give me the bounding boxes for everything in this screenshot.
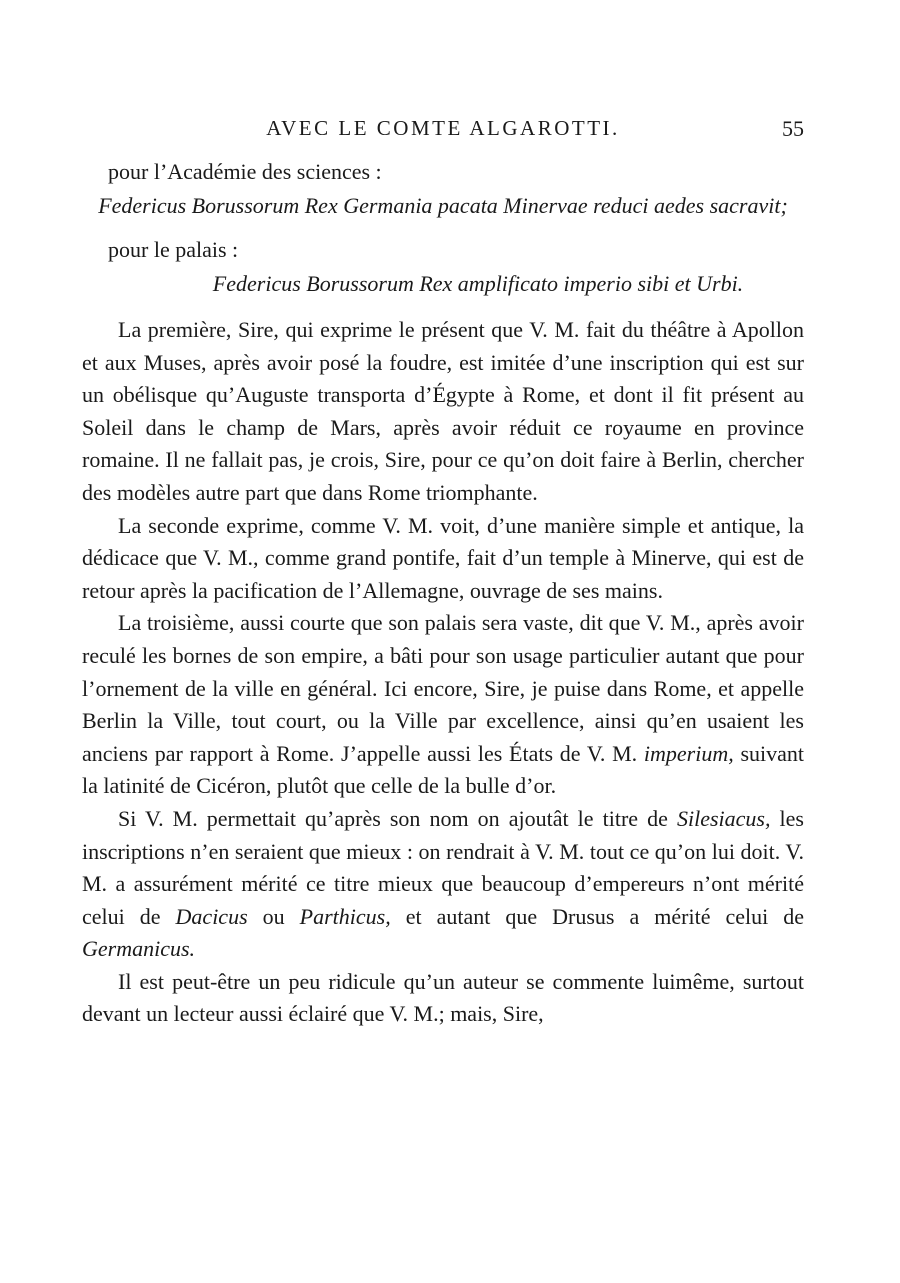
italic-term: Parthicus, — [299, 903, 391, 929]
text-run: les inscriptions n’en seraient que mieux : on rendrait à V. M. tout ce qu’on lui doit. V. M. a assurément mérité ce titre mieux que beaucoup d’empereurs n’ont mérité celui de — [82, 805, 804, 929]
body-paragraph — [82, 966, 804, 1031]
text-run: Si V. M. permettait qu’après son nom on ajoutât le titre de — [118, 805, 677, 831]
body-paragraph — [82, 314, 804, 510]
body-paragraph — [82, 510, 804, 608]
italic-term: Germanicus. — [82, 936, 196, 962]
italic-term: imperium, — [643, 740, 734, 766]
page-header — [82, 112, 804, 148]
text-run: La première, Sire, qui exprime le présent que V. M. fait du théâtre à Apollon et aux Muses, après avoir posé la foudre, est imitée d’une inscription qui est sur un obélisque qu’Auguste transporta d’Égypte à Rome, et dont il fit présent au Soleil dans le champ de Mars, après avoir réduit ce royaume en province romaine. Il ne fallait pas, je crois, Sire, pour ce qu’on doit faire à Berlin, chercher des modèles autre part que dans Rome triomphante. — [82, 317, 804, 505]
body-paragraph — [82, 803, 804, 966]
text-run: suivant la latinité de Cicéron, plutôt que celle de la bulle d’or. — [82, 740, 804, 799]
running-title: AVEC LE COMTE ALGAROTTI. — [266, 116, 620, 140]
text-run: ou — [247, 903, 300, 929]
inscription-label: pour le palais : — [108, 237, 239, 262]
latin-inscription: Federicus Borussorum Rex amplificato imperio sibi et Urbi. — [212, 271, 744, 296]
body-paragraph — [82, 607, 804, 803]
italic-term: Dacicus — [175, 903, 248, 929]
inscriptions-block — [82, 156, 804, 300]
latin-inscription: Federicus Borussorum Rex Germania pacata Minervae reduci aedes sacravit; — [98, 193, 788, 218]
page-number: 55 — [782, 116, 804, 141]
italic-term: Silesiacus, — [676, 805, 771, 831]
body-text — [82, 314, 804, 1031]
text-run: et autant que Drusus a mérité celui de — [390, 903, 804, 929]
text-run: La seconde exprime, comme V. M. voit, d’une manière simple et antique, la dédicace que V. M., comme grand pontife, fait d’un temple à Minerve, qui est de retour après la pacification de l’Allemagne, ouvrage de ses mains. — [82, 512, 804, 603]
text-run: La troisième, aussi courte que son palais sera vaste, dit que V. M., après avoir reculé les bornes de son empire, a bâti pour son usage particulier autant que pour l’ornement de la ville en général. Ici encore, Sire, je puise dans Rome, et appelle Berlin la Ville, tout court, ou la Ville par excellence, ainsi qu’en usaient les anciens par rapport à Rome. J’appelle aussi les États de V. M. — [82, 610, 804, 766]
text-run: Il est peut-être un peu ridicule qu’un auteur se commente luimême, surtout devant un lecteur aussi éclairé que V. M.; mais, Sire, — [82, 968, 804, 1027]
inscription-label: pour l’Académie des sciences : — [108, 159, 382, 184]
book-page — [82, 112, 804, 1031]
